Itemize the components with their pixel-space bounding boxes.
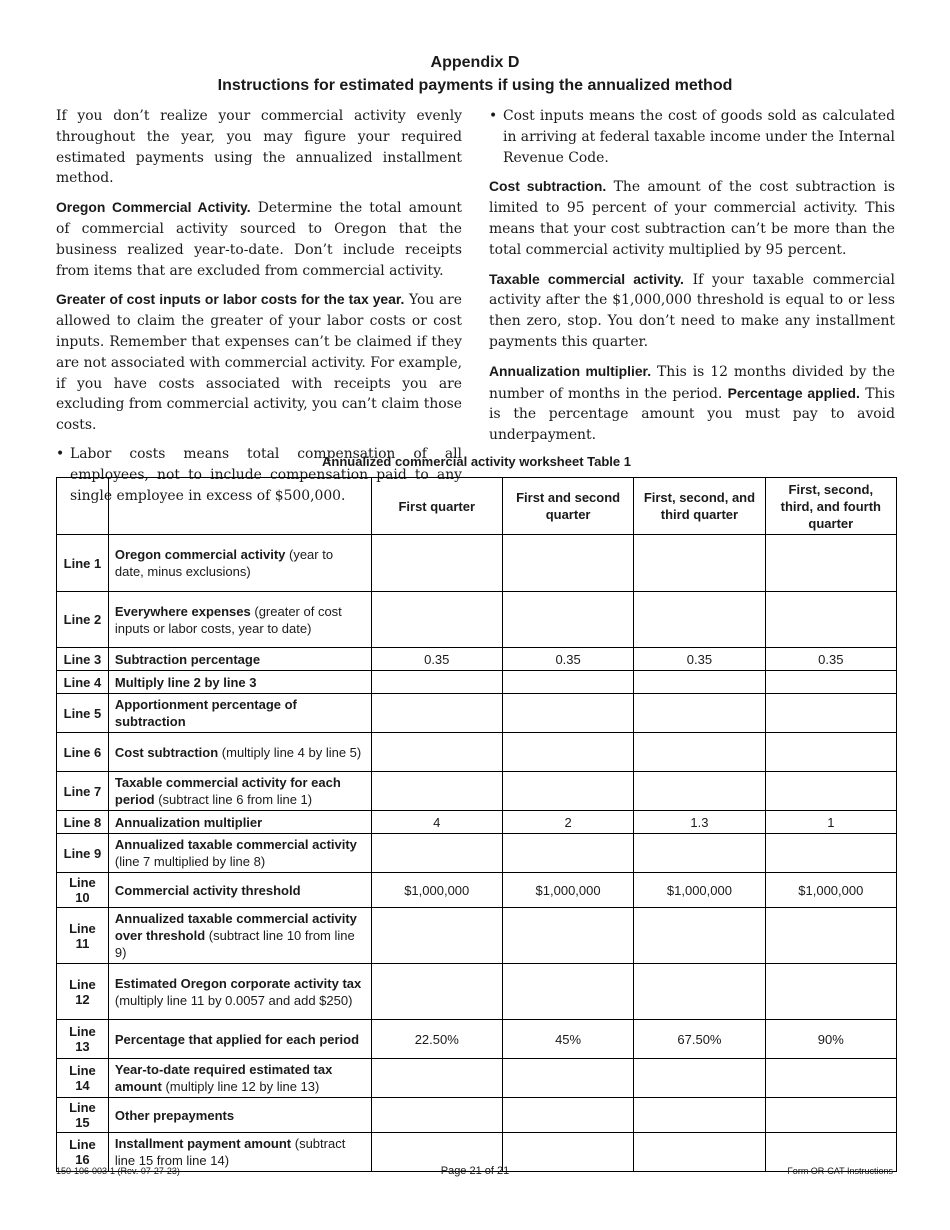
line-number: Line 16 — [57, 1133, 109, 1172]
greater-cost-heading: Greater of cost inputs or labor costs for the tax year. — [56, 291, 405, 308]
oregon-activity-heading: Oregon Commercial Activity. — [56, 199, 251, 216]
page-number: Page 21 of 21 — [440, 1165, 510, 1177]
line-description-bold: Installment payment amount — [114, 1136, 292, 1151]
worksheet-table — [56, 477, 897, 1172]
value-cell-q4 — [765, 772, 896, 811]
value-cell-q3 — [634, 1059, 765, 1098]
line-number: Line 13 — [57, 1020, 109, 1059]
value-cell-q4: 90% — [765, 1020, 896, 1059]
taxable-activity-text: If your taxable commercial activity after the $1,000,000 threshold is equal to or less then zero, stop. You don’t need to make any installment payments this quarter. — [489, 271, 895, 350]
line-number: Line 10 — [57, 873, 109, 908]
value-cell-q1: 22.50% — [371, 1020, 502, 1059]
line-number: Line 15 — [57, 1098, 109, 1133]
value-cell-q3 — [634, 908, 765, 964]
line-description-note: (multiply line 11 by 0.0057 and add $250) — [114, 992, 353, 1008]
value-cell-q3 — [634, 535, 765, 592]
value-cell-q4 — [765, 671, 896, 694]
table-body — [57, 535, 897, 1172]
value-cell-q3: $1,000,000 — [634, 873, 765, 908]
line-description-note: (subtract line 15 from line 14) — [114, 1136, 346, 1168]
value-cell-q2 — [502, 694, 633, 733]
value-cell-q3 — [634, 671, 765, 694]
line-description-note: (greater of cost inputs or labor costs, year to date) — [114, 603, 342, 636]
taxable-activity-paragraph — [489, 269, 895, 353]
value-cell-q3 — [634, 1098, 765, 1133]
line-description-bold: Annualized taxable commercial activity — [114, 837, 357, 852]
cost-inputs-bullet — [489, 106, 895, 168]
line-description — [108, 694, 371, 733]
line-description-bold: Everywhere expenses — [114, 603, 251, 619]
table-row — [57, 592, 897, 648]
line-description — [108, 772, 371, 811]
line-description-bold: Subtraction percentage — [114, 651, 261, 667]
line-description-bold: Cost subtraction — [114, 744, 219, 760]
table-row — [57, 964, 897, 1020]
line-description-bold: Taxable commercial activity for each period — [114, 775, 341, 807]
value-cell-q1 — [371, 671, 502, 694]
value-cell-q3 — [634, 834, 765, 873]
value-cell-q1 — [371, 733, 502, 772]
value-cell-q3: 0.35 — [634, 648, 765, 671]
value-cell-q3: 67.50% — [634, 1020, 765, 1059]
value-cell-q4: $1,000,000 — [765, 873, 896, 908]
header-q2: First and second quarter — [502, 478, 633, 535]
table-row — [57, 535, 897, 592]
value-cell-q1 — [371, 908, 502, 964]
line-description — [108, 1020, 371, 1059]
right-column — [489, 106, 895, 454]
taxable-activity-heading: Taxable commercial activity. — [489, 270, 684, 287]
line-description — [108, 1098, 371, 1133]
value-cell-q3: 1.3 — [634, 811, 765, 834]
percentage-applied-text: This is the percentage amount you must pay to avoid underpayment. — [489, 385, 895, 444]
cost-subtraction-text: The amount of the cost subtraction is limited to 95 percent of your commercial activity. This means that your cost subtraction can’t be more than the total commercial activity multiplied by 95 percent. — [489, 179, 896, 258]
value-cell-q4 — [765, 592, 896, 648]
value-cell-q1 — [371, 694, 502, 733]
value-cell-q2 — [502, 834, 633, 873]
line-description-note: (subtract line 10 from line 9) — [114, 928, 355, 960]
table-row — [57, 772, 897, 811]
page-subtitle: Instructions for estimated payments if using the annualized method — [217, 77, 733, 94]
header-empty-desc — [108, 478, 371, 535]
value-cell-q4 — [765, 733, 896, 772]
line-description-bold: Other prepayments — [114, 1107, 235, 1123]
line-description — [108, 834, 371, 873]
value-cell-q3 — [634, 592, 765, 648]
value-cell-q1 — [371, 592, 502, 648]
line-number: Line 6 — [57, 733, 109, 772]
line-number: Line 7 — [57, 772, 109, 811]
table-row — [57, 1020, 897, 1059]
value-cell-q4 — [765, 908, 896, 964]
value-cell-q3 — [634, 733, 765, 772]
line-number: Line 5 — [57, 694, 109, 733]
value-cell-q1 — [371, 772, 502, 811]
table-row — [57, 1059, 897, 1098]
value-cell-q1 — [371, 834, 502, 873]
header-q4: First, second, third, and fourth quarter — [765, 478, 896, 535]
line-description — [108, 535, 371, 592]
line-number: Line 14 — [57, 1059, 109, 1098]
greater-cost-text: You are allowed to claim the greater of your labor costs or cost inputs. Remember that expenses can’t be claimed if they are not associated with commercial activity. For example, if you have costs associated with receipts you are excluding from commercial activity, you can’t claim those costs. — [56, 292, 462, 434]
table-row — [57, 648, 897, 671]
value-cell-q1 — [371, 964, 502, 1020]
value-cell-q2: 0.35 — [502, 648, 633, 671]
value-cell-q4 — [765, 1059, 896, 1098]
line-description-bold: Annualization multiplier — [114, 814, 263, 830]
line-description — [108, 648, 371, 671]
value-cell-q1 — [371, 1059, 502, 1098]
line-number: Line 3 — [57, 648, 109, 671]
percentage-applied-heading: Percentage applied. — [727, 384, 860, 401]
line-number: Line 12 — [57, 964, 109, 1020]
line-description-bold: Oregon commercial activity — [114, 547, 286, 562]
line-description — [108, 811, 371, 834]
line-number: Line 4 — [57, 671, 109, 694]
header-q3: First, second, and third quarter — [634, 478, 765, 535]
value-cell-q2: 45% — [502, 1020, 633, 1059]
line-description-bold: Multiply line 2 by line 3 — [114, 674, 257, 690]
line-description-note: (line 7 multiplied by line 8) — [114, 854, 266, 869]
cost-subtraction-paragraph — [489, 176, 895, 260]
value-cell-q3 — [634, 772, 765, 811]
header-q1: First quarter — [371, 478, 502, 535]
table-row — [57, 733, 897, 772]
line-description — [108, 1059, 371, 1098]
line-number: Line 9 — [57, 834, 109, 873]
value-cell-q2 — [502, 964, 633, 1020]
value-cell-q3 — [634, 694, 765, 733]
bullet-icon: • — [489, 108, 498, 124]
table-row — [57, 834, 897, 873]
value-cell-q1: $1,000,000 — [371, 873, 502, 908]
line-number: Line 2 — [57, 592, 109, 648]
table-caption: Annualized commercial activity worksheet Table 1 — [322, 454, 631, 469]
line-description-bold: Annualized taxable commercial activity over threshold — [114, 911, 357, 943]
line-description-note: (multiply line 4 by line 5) — [218, 744, 362, 760]
line-description-bold: Percentage that applied for each period — [114, 1031, 360, 1047]
line-description — [108, 908, 371, 964]
greater-cost-paragraph — [56, 289, 462, 436]
form-name: Form OR-CAT Instructions — [787, 1166, 893, 1176]
table-row — [57, 671, 897, 694]
oregon-activity-paragraph — [56, 197, 462, 281]
value-cell-q2: 2 — [502, 811, 633, 834]
value-cell-q1 — [371, 535, 502, 592]
bullet-icon: • — [56, 445, 65, 462]
line-number: Line 11 — [57, 908, 109, 964]
value-cell-q3 — [634, 964, 765, 1020]
line-description — [108, 733, 371, 772]
line-number: Line 1 — [57, 535, 109, 592]
value-cell-q1: 0.35 — [371, 648, 502, 671]
line-description — [108, 873, 371, 908]
value-cell-q2 — [502, 1059, 633, 1098]
appendix-title: Appendix D — [430, 54, 520, 71]
value-cell-q2 — [502, 1098, 633, 1133]
value-cell-q4 — [765, 834, 896, 873]
value-cell-q2 — [502, 671, 633, 694]
labor-costs-text: Labor costs means total compensation of all employees, not to include compensation paid to any single employee in excess of $500,000. — [70, 445, 462, 504]
cost-inputs-text: Cost inputs means the cost of goods sold as calculated in arriving at federal taxable income under the Internal Revenue Code. — [503, 108, 895, 166]
value-cell-q2 — [502, 908, 633, 964]
oregon-activity-text: Determine the total amount of commercial activity sourced to Oregon that the business realized year-to-date. Don’t include receipts from items that are excluded from commercial activity. — [56, 200, 462, 279]
table-row — [57, 694, 897, 733]
value-cell-q2 — [502, 733, 633, 772]
value-cell-q1 — [371, 1098, 502, 1133]
line-description-bold: Year-to-date required estimated tax amount — [114, 1062, 333, 1094]
intro-paragraph: If you don’t realize your commercial activity evenly throughout the year, you may figure your required estimated payments using the annualized installment method. — [56, 108, 462, 187]
value-cell-q2 — [502, 592, 633, 648]
line-description-bold: Apportionment percentage of subtraction — [114, 697, 297, 729]
line-description-note: (year to date, minus exclusions) — [114, 547, 334, 579]
line-description — [108, 592, 371, 648]
line-description-bold: Commercial activity threshold — [114, 882, 301, 898]
value-cell-q1: 4 — [371, 811, 502, 834]
line-description — [108, 671, 371, 694]
table-header-row — [57, 478, 897, 535]
annualization-text: This is 12 months divided by the number of months in the period. — [489, 363, 895, 402]
value-cell-q4: 0.35 — [765, 648, 896, 671]
line-number: Line 8 — [57, 811, 109, 834]
value-cell-q2 — [502, 535, 633, 592]
value-cell-q4 — [765, 694, 896, 733]
value-cell-q4 — [765, 535, 896, 592]
annualization-paragraph — [489, 361, 895, 446]
value-cell-q4 — [765, 1098, 896, 1133]
table-row — [57, 908, 897, 964]
form-number: 150-106-003-1 (Rev. 07-27-23) — [56, 1166, 180, 1176]
value-cell-q2 — [502, 772, 633, 811]
line-description-note: (multiply line 12 by line 13) — [161, 1079, 320, 1094]
table-row — [57, 811, 897, 834]
line-description-note: (subtract line 6 from line 1) — [154, 792, 313, 807]
value-cell-q2: $1,000,000 — [502, 873, 633, 908]
value-cell-q4: 1 — [765, 811, 896, 834]
cost-subtraction-heading: Cost subtraction. — [489, 178, 607, 195]
table-row — [57, 1098, 897, 1133]
line-description — [108, 964, 371, 1020]
annualization-heading: Annualization multiplier. — [489, 362, 652, 379]
line-description-bold: Estimated Oregon corporate activity tax — [114, 975, 362, 991]
header-empty-line — [57, 478, 109, 535]
table-row — [57, 873, 897, 908]
value-cell-q4 — [765, 964, 896, 1020]
